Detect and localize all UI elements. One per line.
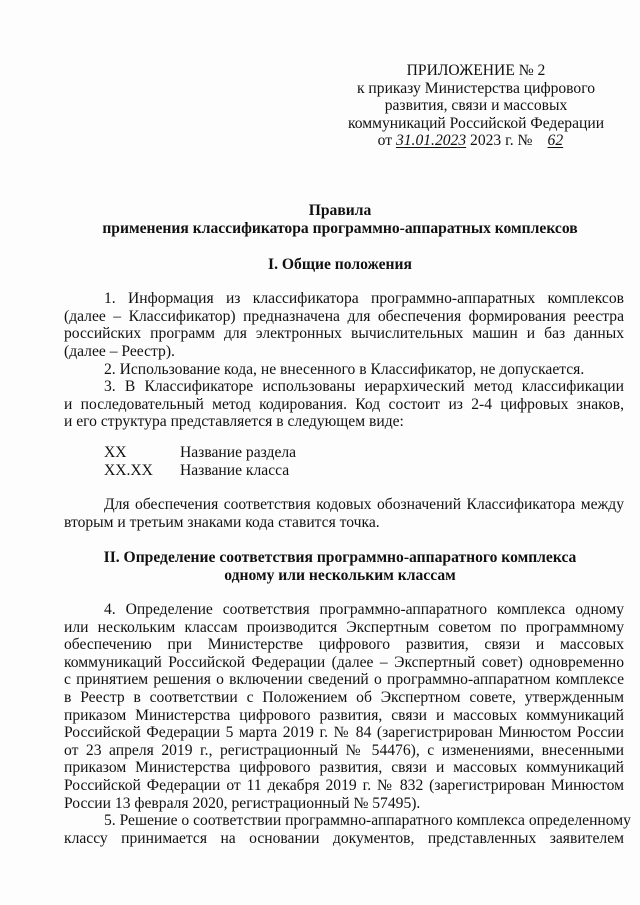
doc-title-line-2: применения классификатора программно-аппаратных комплексов xyxy=(102,220,578,237)
code-label: Название раздела xyxy=(180,444,297,461)
code-row xyxy=(104,444,296,462)
paragraph-line: 3. В Классификаторе использованы иерархический метод классификации xyxy=(104,378,624,395)
section-2-heading-line-1: II. Определение соответствия программно-аппаратного комплекса xyxy=(103,549,577,566)
code-row xyxy=(104,462,296,480)
handwritten-number: 62 xyxy=(547,132,564,150)
paragraph-line: России 13 февраля 2020, регистрационный № 57495). xyxy=(64,794,421,812)
paragraph-5 xyxy=(64,601,624,812)
paragraph-line: (далее – Классификатор) предназначена для обеспечения формирования реестра xyxy=(64,307,624,325)
paragraph-line: от 23 апреля 2019 г., регистрационный № 54476), с изменениями, внесенными xyxy=(64,741,624,759)
section-1-heading: I. Общие положения xyxy=(268,256,412,273)
paragraph-line: коммуникаций Российской Федерации (далее – Экспертный совет) одновременно xyxy=(64,653,624,671)
doc-title-line-1: Правила xyxy=(308,202,372,219)
year-text: 2023 г. № xyxy=(470,132,533,150)
paragraph-line: приказом Министерства цифрового развития, связи и массовых коммуникаций xyxy=(64,759,624,777)
paragraph-4 xyxy=(64,496,624,531)
date-prefix: от xyxy=(377,132,393,150)
appendix-line-1: к приказу Министерства цифрового xyxy=(356,79,596,97)
paragraph-line: российских программ для электронных вычислительных машин и баз данных xyxy=(64,325,624,343)
code-value: XX.XX xyxy=(104,461,153,479)
paragraph-line: Для обеспечения соответствия кодовых обозначений Классификатора между xyxy=(104,496,624,513)
paragraph-line: в Реестр в соответствии с Положением об Экспертном совете, утвержденным xyxy=(64,688,624,706)
paragraph-line: Российской Федерации 5 марта 2019 г. № 84 (зарегистрирован Минюстом России xyxy=(64,724,624,742)
code-label: Название класса xyxy=(180,461,290,479)
paragraph-6 xyxy=(64,812,631,847)
paragraph-line: с принятием решения о включении сведений о программно-аппаратном комплексе xyxy=(64,671,624,689)
paragraph-line: вторым и третьим знаками кода ставится точка. xyxy=(64,513,380,531)
paragraph-line: или нескольким классам производится Экспертным советом по программному xyxy=(64,618,624,636)
code-value: XX xyxy=(104,444,127,461)
appendix-line-3: коммуникаций Российской Федерации xyxy=(347,114,605,132)
section-2-heading-line-2: одному или нескольким классам xyxy=(224,567,456,584)
appendix-date-line xyxy=(346,132,606,150)
appendix-line-2: развития, связи и массовых xyxy=(384,97,568,115)
paragraph-line: и последовательный метод кодирования. Код состоит из 2-4 цифровых знаков, xyxy=(64,395,624,413)
handwritten-date: 31.01.2023 xyxy=(395,132,467,150)
paragraph-line: приказом Министерства цифрового развития, связи и массовых коммуникаций xyxy=(64,706,624,724)
paragraph-line: классу принимается на основании документов, представленных заявителем xyxy=(64,829,624,847)
appendix-title: ПРИЛОЖЕНИЕ № 2 xyxy=(406,62,546,79)
paragraph-1 xyxy=(64,290,624,360)
paragraph-3 xyxy=(64,378,624,431)
code-structure-list xyxy=(104,444,296,479)
paragraph-line: и его структура представляется в следующем виде: xyxy=(64,413,404,431)
paragraph-2 xyxy=(64,361,624,379)
paragraph-line: Российской Федерации от 11 декабря 2019 г. № 832 (зарегистрирован Минюстом xyxy=(64,776,624,794)
appendix-block xyxy=(346,62,606,150)
paragraph-line: (далее – Реестр). xyxy=(64,342,175,360)
paragraph-line: обеспечению при Министерстве цифрового развития, связи и массовых xyxy=(64,636,624,654)
paragraph-line: 1. Информация из классификатора программно-аппаратных комплексов xyxy=(104,290,624,307)
paragraph-line: 4. Определение соответствия программно-аппаратного комплекса одному xyxy=(104,601,624,618)
paragraph-line: 5. Решение о соответствии программно-аппаратного комплекса определенному xyxy=(104,812,631,829)
paragraph-line: 2. Использование кода, не внесенного в Классификатор, не допускается. xyxy=(104,361,585,378)
